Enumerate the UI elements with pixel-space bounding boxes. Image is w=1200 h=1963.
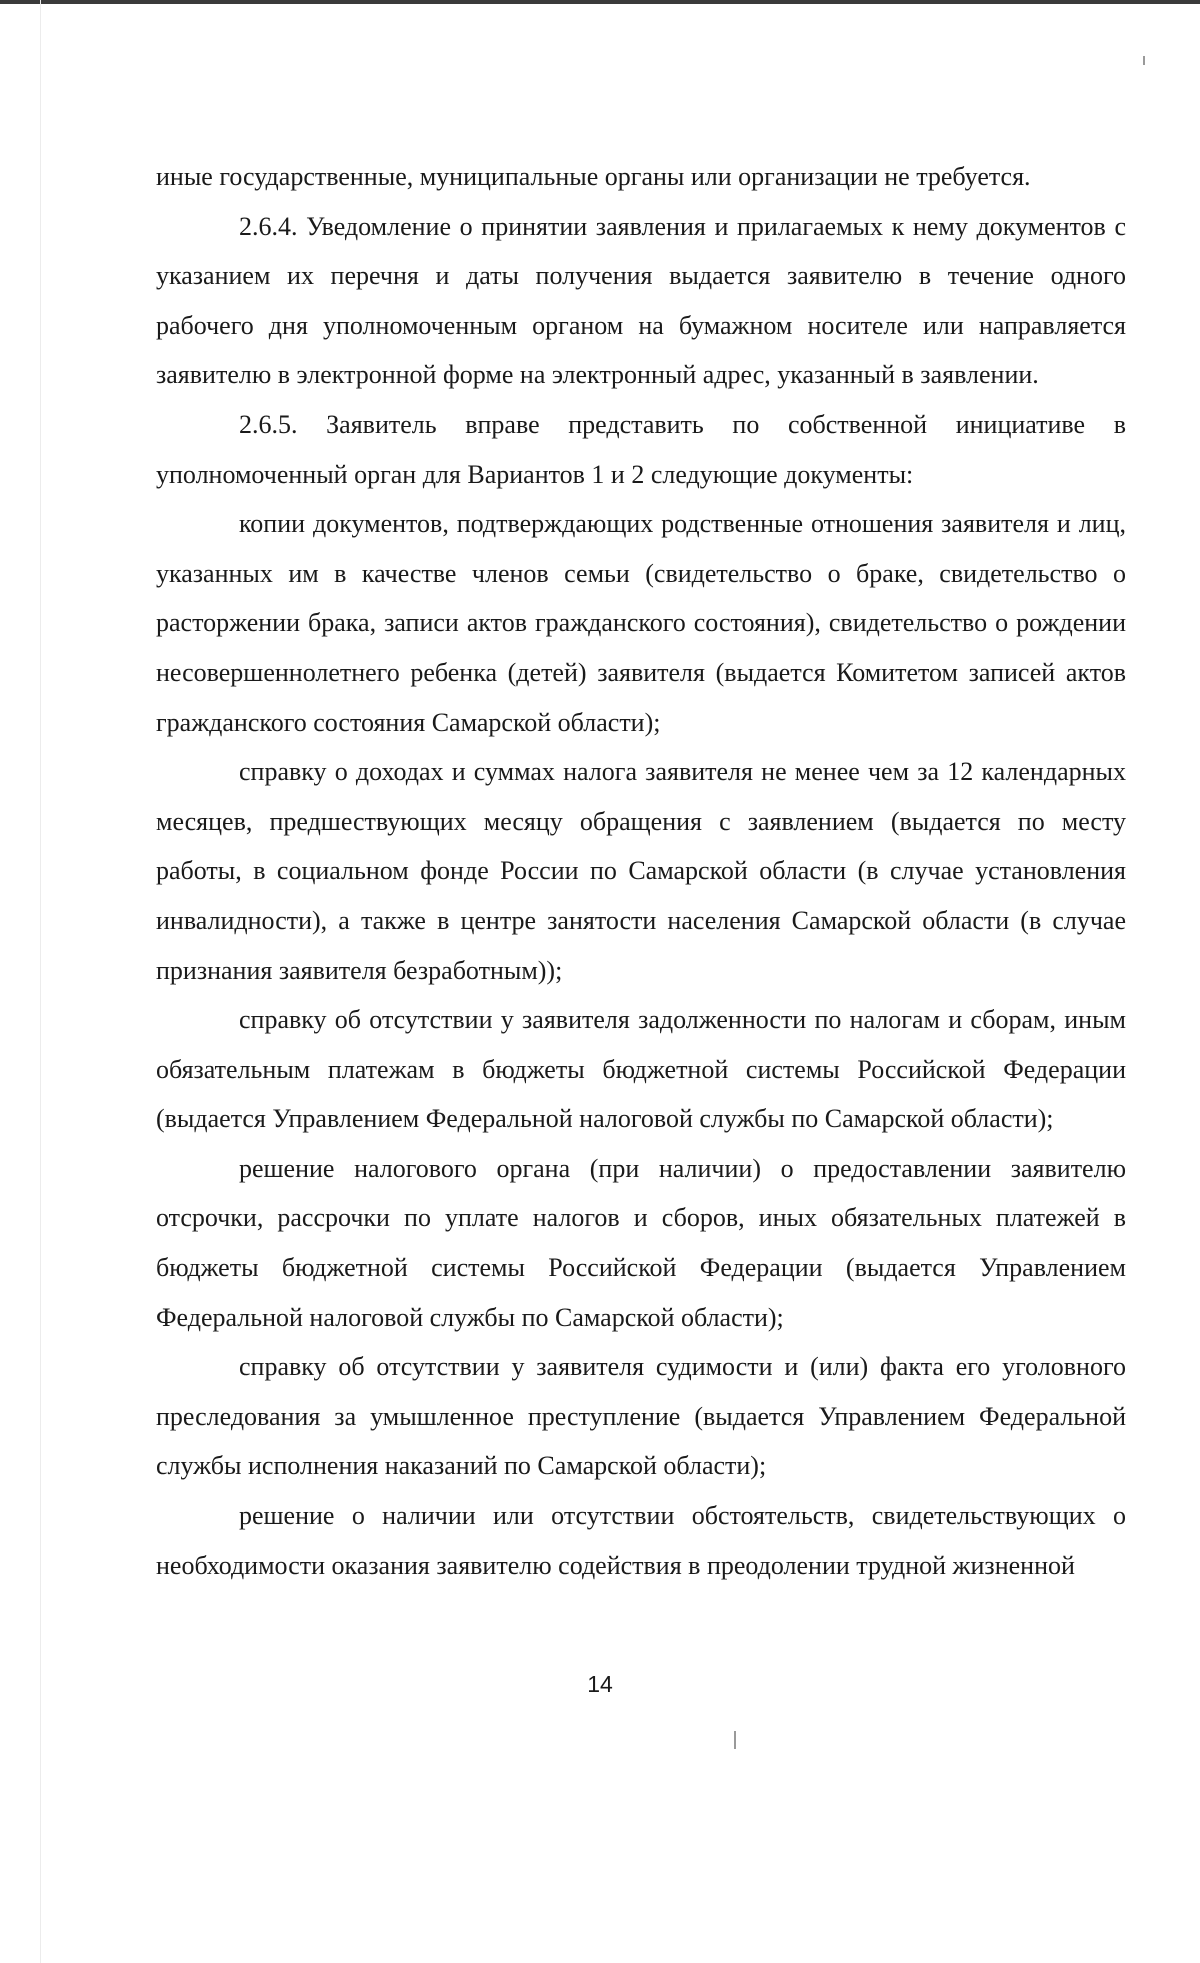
paragraph: решение налогового органа (при наличии) о предоставлении заявителю отсрочки, рассрочки по уплате налогов и сборов, иных обязательных платежей в бюджеты бюджетной системы Российской Федерации (выдается Управлением Федеральной налоговой службы по Самарской области); (156, 1153, 1126, 1332)
paragraph: справку о доходах и суммах налога заявителя не менее чем за 12 календарных месяцев, предшествующих месяцу обращения с заявлением (выдается по месту работы, в социальном фонде России по Самарской области (в случае установления инвалидности), а также в центре занятости населения Самарской области (в случае признания заявителя безработным)); (156, 757, 1126, 985)
scan-speck (1143, 56, 1145, 65)
paragraph: справку об отсутствии у заявителя задолженности по налогам и сборам, иным обязательным платежам в бюджеты бюджетной системы Российской Федерации (выдается Управлением Федеральной налоговой службы по Самарской области); (156, 1005, 1126, 1134)
document-body (156, 152, 1126, 1590)
scan-speck (734, 1731, 736, 1749)
paragraph: 2.6.5. Заявитель вправе представить по собственной инициативе в уполномоченный орган для Вариантов 1 и 2 следующие документы: (156, 409, 1126, 489)
scan-left-edge (40, 0, 41, 1963)
page-number: 14 (587, 1671, 613, 1697)
paragraph: копии документов, подтверждающих родственные отношения заявителя и лиц, указанных им в качестве членов семьи (свидетельство о браке, свидетельство о расторжении брака, записи актов гражданского состояния), свидетельство о рождении несовершеннолетнего ребенка (детей) заявителя (выдается Комитетом записей актов гражданского состояния Самарской области); (156, 509, 1126, 737)
paragraph: 2.6.4. Уведомление о принятии заявления и прилагаемых к нему документов с указанием их перечня и даты получения выдается заявителю в течение одного рабочего дня уполномоченным органом на бумажном носителе или направляется заявителю в электронной форме на электронный адрес, указанный в заявлении. (156, 211, 1126, 390)
paragraph: решение о наличии или отсутствии обстоятельств, свидетельствующих о необходимости оказания заявителю содействия в преодолении трудной жизненной (156, 1501, 1126, 1580)
scan-top-edge (0, 0, 1200, 4)
paragraph: иные государственные, муниципальные органы или организации не требуется. (156, 162, 1031, 191)
paragraph: справку об отсутствии у заявителя судимости и (или) факта его уголовного преследования за умышленное преступление (выдается Управлением Федеральной службы исполнения наказаний по Самарской области); (156, 1352, 1126, 1481)
